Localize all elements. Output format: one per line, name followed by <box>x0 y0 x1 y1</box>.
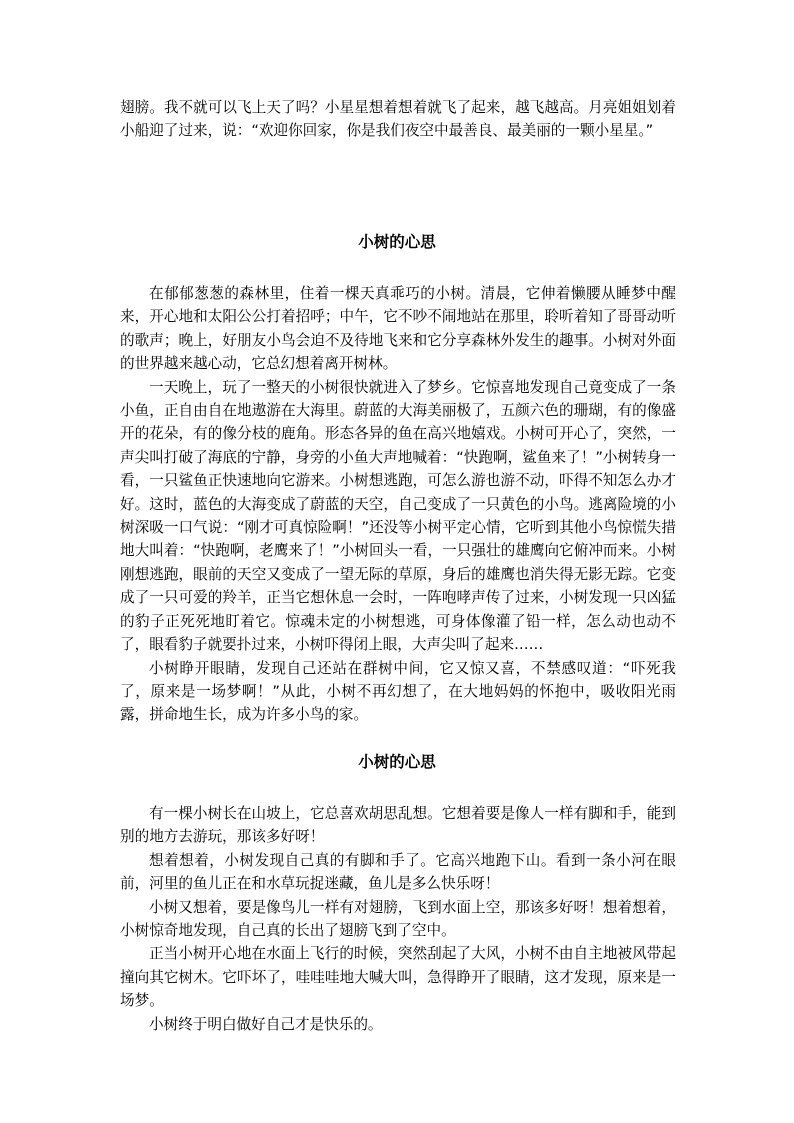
intro-paragraph: 翅膀。我不就可以飞上天了吗？小星星想着想着就飞了起来，越飞越高。月亮姐姐划着小船迎了过来，说：“欢迎你回家，你是我们夜空中最善良、最美丽的一颗小星星。” <box>120 99 676 140</box>
story1-body <box>120 282 676 727</box>
story2-paragraph-4: 正当小树开心地在水面上飞行的时候，突然刮起了大风，小树不由自主地被风带起撞向其它树木。它吓坏了，哇哇哇地大喊大叫，急得睁开了眼睛，这才发现，原来是一场梦。 <box>120 945 676 1010</box>
story2-body <box>120 802 676 1036</box>
story1-paragraph-1: 在郁郁葱葱的森林里，住着一棵天真乖巧的小树。清晨，它伸着懒腰从睡梦中醒来，开心地和太阳公公打着招呼；中午，它不吵不闹地站在那里，聆听着知了哥哥动听的歌声；晚上，好朋友小鸟会迫不及待地飞来和它分享森林外发生的趣事。小树对外面的世界越来越心动，它总幻想着离开树林。 <box>120 285 676 373</box>
story2-paragraph-5: 小树终于明白做好自己才是快乐的。 <box>149 1015 383 1033</box>
intro-section <box>120 96 676 143</box>
story2-paragraph-3: 小树又想着，要是像鸟儿一样有对翅膀，飞到水面上空，那该多好呀！想着想着，小树惊奇地发现，自己真的长出了翅膀飞到了空中。 <box>120 898 676 940</box>
story1-paragraph-2: 一天晚上，玩了一整天的小树很快就进入了梦乡。它惊喜地发现自己竟变成了一条小鱼，正自由自在地遨游在大海里。蔚蓝的大海美丽极了，五颜六色的珊瑚，有的像盛开的花朵，有的像分枝的鹿角。形态各异的鱼在高兴地嬉戏。小树可开心了，突然，一声尖叫打破了海底的宁静，身旁的小鱼大声地喊着：“快跑啊，鲨鱼来了！”小树转身一看，一只鲨鱼正快速地向它游来。小树想逃跑，可怎么游也游不动，吓得不知怎么办才好。这时，蓝色的大海变成了蔚蓝的天空，自己变成了一只黄色的小鸟。逃离险境的小树深吸一口气说：“刚才可真惊险啊！”还没等小树平定心情，它听到其他小鸟惊慌失措地大叫着：“快跑啊，老鹰来了！”小树回头一看，一只强壮的雄鹰向它俯冲而来。小树刚想逃跑，眼前的天空又变成了一望无际的草原，身后的雄鹰也消失得无影无踪。它变成了一只可爱的羚羊，正当它想休息一会时，一阵咆哮声传了过来，小树发现一只凶猛的豹子正死死地盯着它。惊魂未定的小树想逃，可身体像灌了铅一样，怎么动也动不了，眼看豹子就要扑过来，小树吓得闭上眼，大声尖叫了起来…… <box>120 378 676 654</box>
story1-paragraph-3: 小树睁开眼睛，发现自己还站在群树中间，它又惊又喜，不禁感叹道：“吓死我了，原来是一场梦啊！”从此，小树不再幻想了，在大地妈妈的怀抱中，吸收阳光雨露，拼命地生长，成为许多小鸟的家。 <box>120 659 676 724</box>
story2-paragraph-1: 有一棵小树长在山坡上，它总喜欢胡思乱想。它想着要是像人一样有脚和手，能到别的地方去游玩，那该多好呀！ <box>120 805 676 846</box>
story2-title: 小树的心思 <box>358 753 436 771</box>
story1-title: 小树的心思 <box>358 233 436 251</box>
story2-paragraph-2: 想着想着，小树发现自己真的有脚和手了。它高兴地跑下山。看到一条小河在眼前，河里的鱼儿正在和水草玩捉迷藏，鱼儿是多么快乐呀！ <box>120 851 676 893</box>
